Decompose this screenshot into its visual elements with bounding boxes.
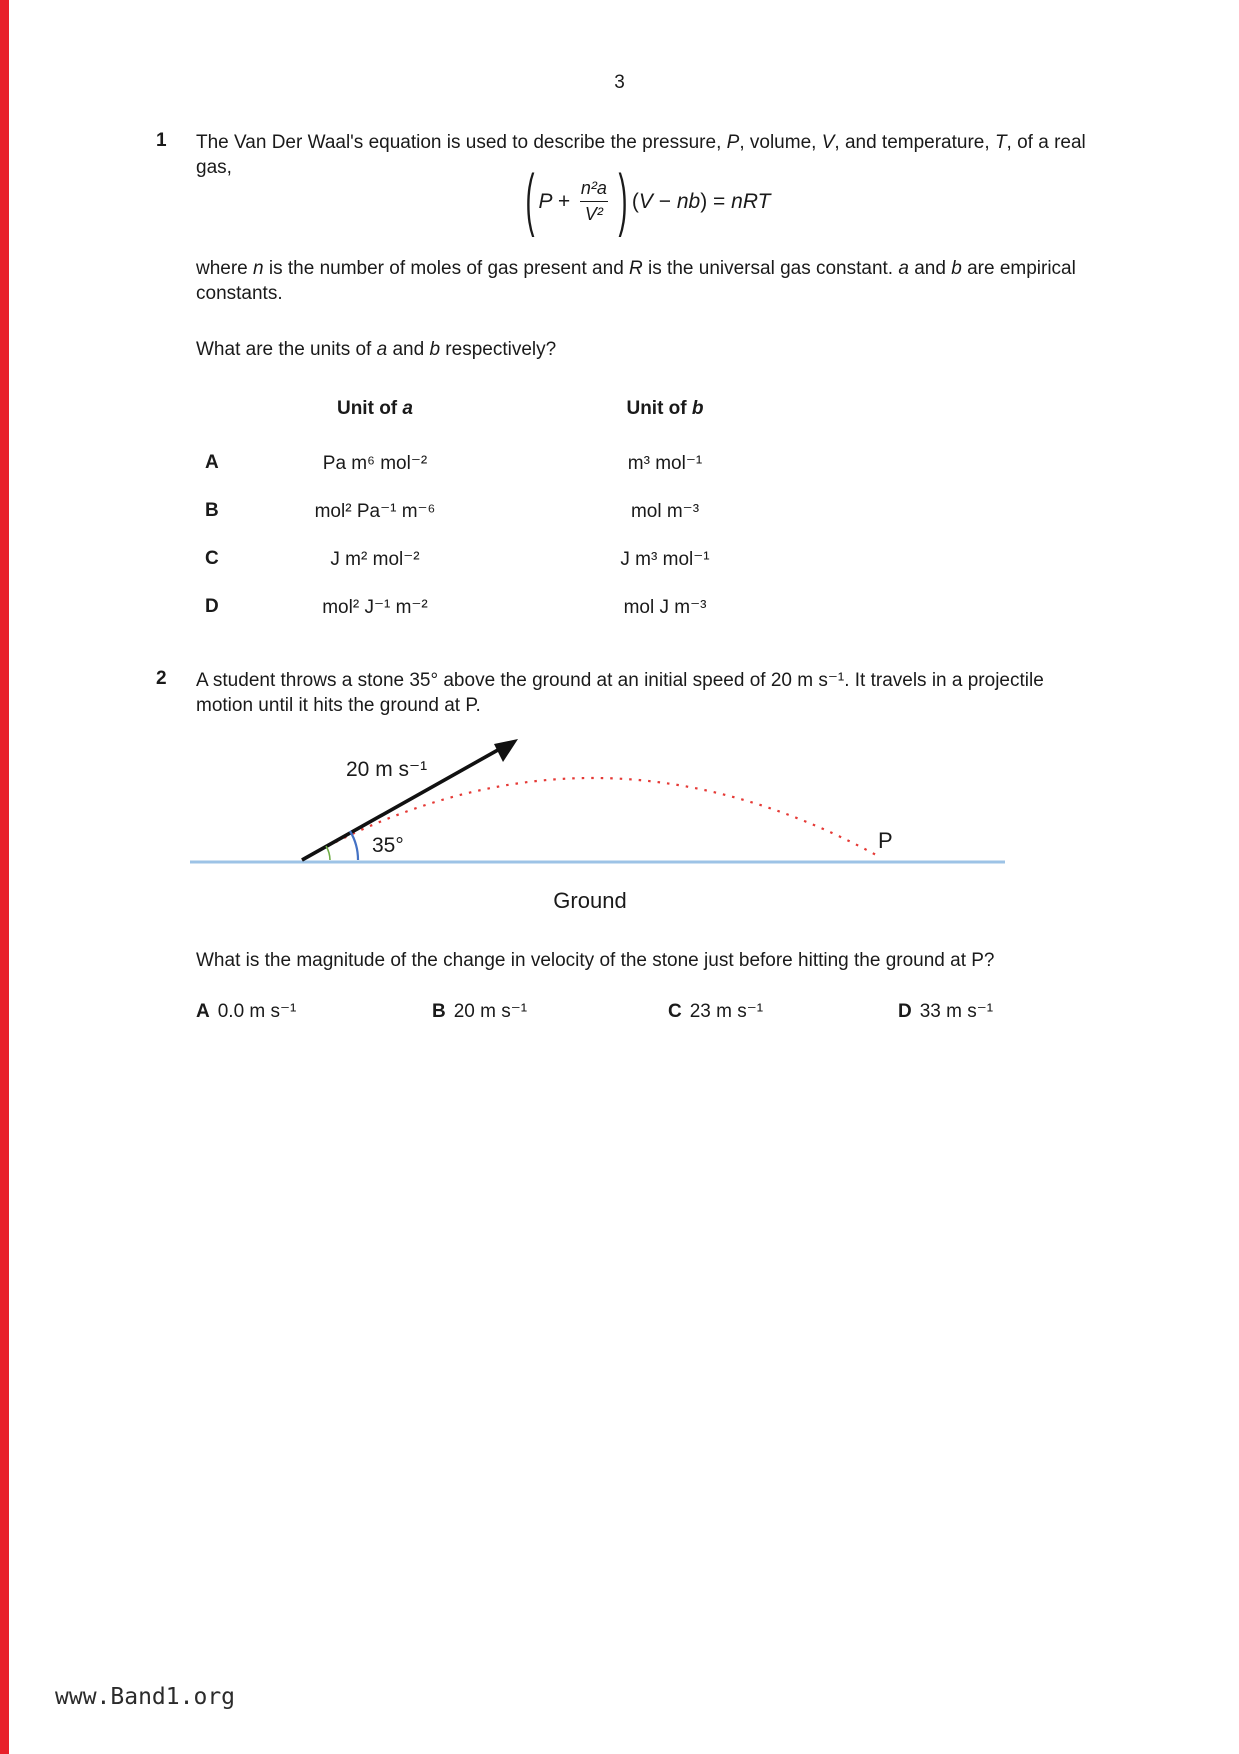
table-row: [205, 548, 925, 574]
option-value: 20 m s⁻¹: [453, 1001, 528, 1022]
option-b: [432, 1000, 527, 1023]
question-2-text: A student throws a stone 35° above the ground at an initial speed of 20 m s⁻¹. It travels in a projectile motion until it hits the ground at P.: [196, 670, 1044, 716]
point-p-label: P: [878, 828, 893, 853]
question-2-number: 2: [156, 668, 167, 689]
angle-arc: [350, 831, 358, 860]
option-d: [898, 1000, 993, 1023]
projectile-diagram: [150, 718, 1060, 923]
footer-url: www.Band1.org: [55, 1684, 236, 1710]
table-row: [205, 596, 925, 622]
equation-open-paren: (: [525, 162, 535, 239]
question-1-intro: The Van Der Waal's equation is used to describe the pressure, P, volume, V, and temperature, T, of a real gas,: [196, 132, 1086, 178]
equation-fraction: [576, 178, 612, 225]
units-table: [205, 398, 925, 638]
option-letter: A: [196, 1001, 210, 1022]
question-1-where-paragraph: where n is the number of moles of gas present and R is the universal gas constant. a and b are empirical constants.: [196, 258, 1076, 304]
row-unit-a: Pa m⁶ mol⁻²: [322, 453, 428, 474]
row-unit-b: mol J m⁻³: [623, 597, 707, 618]
answer-options-row: [0, 1000, 1239, 1030]
units-table-header-b: Unit of b: [626, 398, 704, 419]
row-unit-b: mol m⁻³: [630, 501, 700, 522]
option-c: [668, 1000, 763, 1023]
option-value: 0.0 m s⁻¹: [217, 1001, 297, 1022]
equation-rhs: (V − nb) = nRT: [631, 189, 771, 213]
question-1-number: 1: [156, 130, 167, 151]
row-letter: C: [205, 548, 219, 569]
table-row: [205, 452, 925, 478]
small-angle-arc: [326, 846, 330, 860]
speed-label: 20 m s⁻¹: [346, 758, 428, 781]
question-2-question: What is the magnitude of the change in velocity of the stone just before hitting the ground at P?: [196, 950, 995, 971]
equation-p-plus: P +: [538, 189, 570, 213]
row-unit-a: mol² J⁻¹ m⁻²: [322, 597, 428, 618]
row-unit-a: J m² mol⁻²: [330, 549, 420, 570]
page-number: 3: [614, 72, 625, 93]
table-row: [205, 500, 925, 526]
angle-label: 35°: [372, 834, 404, 857]
option-letter: C: [668, 1001, 682, 1022]
van-der-waals-equation: [0, 162, 1239, 239]
row-letter: A: [205, 452, 219, 473]
velocity-arrowhead: [494, 739, 518, 762]
left-red-bar: [0, 0, 9, 1754]
units-table-header-row: [205, 398, 925, 424]
equation-fraction-numerator: n²a: [580, 178, 607, 198]
row-letter: D: [205, 596, 219, 617]
option-letter: D: [898, 1001, 912, 1022]
equation-fraction-denominator: V²: [580, 201, 608, 225]
option-a: [196, 1000, 296, 1023]
row-unit-a: mol² Pa⁻¹ m⁻⁶: [314, 501, 436, 522]
option-value: 33 m s⁻¹: [919, 1001, 994, 1022]
row-letter: B: [205, 500, 219, 521]
option-letter: B: [432, 1001, 446, 1022]
question-1-units-question: What are the units of a and b respectively?: [196, 339, 557, 360]
equation-close-paren: ): [618, 162, 628, 239]
option-value: 23 m s⁻¹: [689, 1001, 764, 1022]
ground-label: Ground: [553, 888, 627, 913]
row-unit-b: m³ mol⁻¹: [627, 453, 703, 474]
units-table-header-a: Unit of a: [336, 398, 413, 419]
row-unit-b: J m³ mol⁻¹: [620, 549, 710, 570]
